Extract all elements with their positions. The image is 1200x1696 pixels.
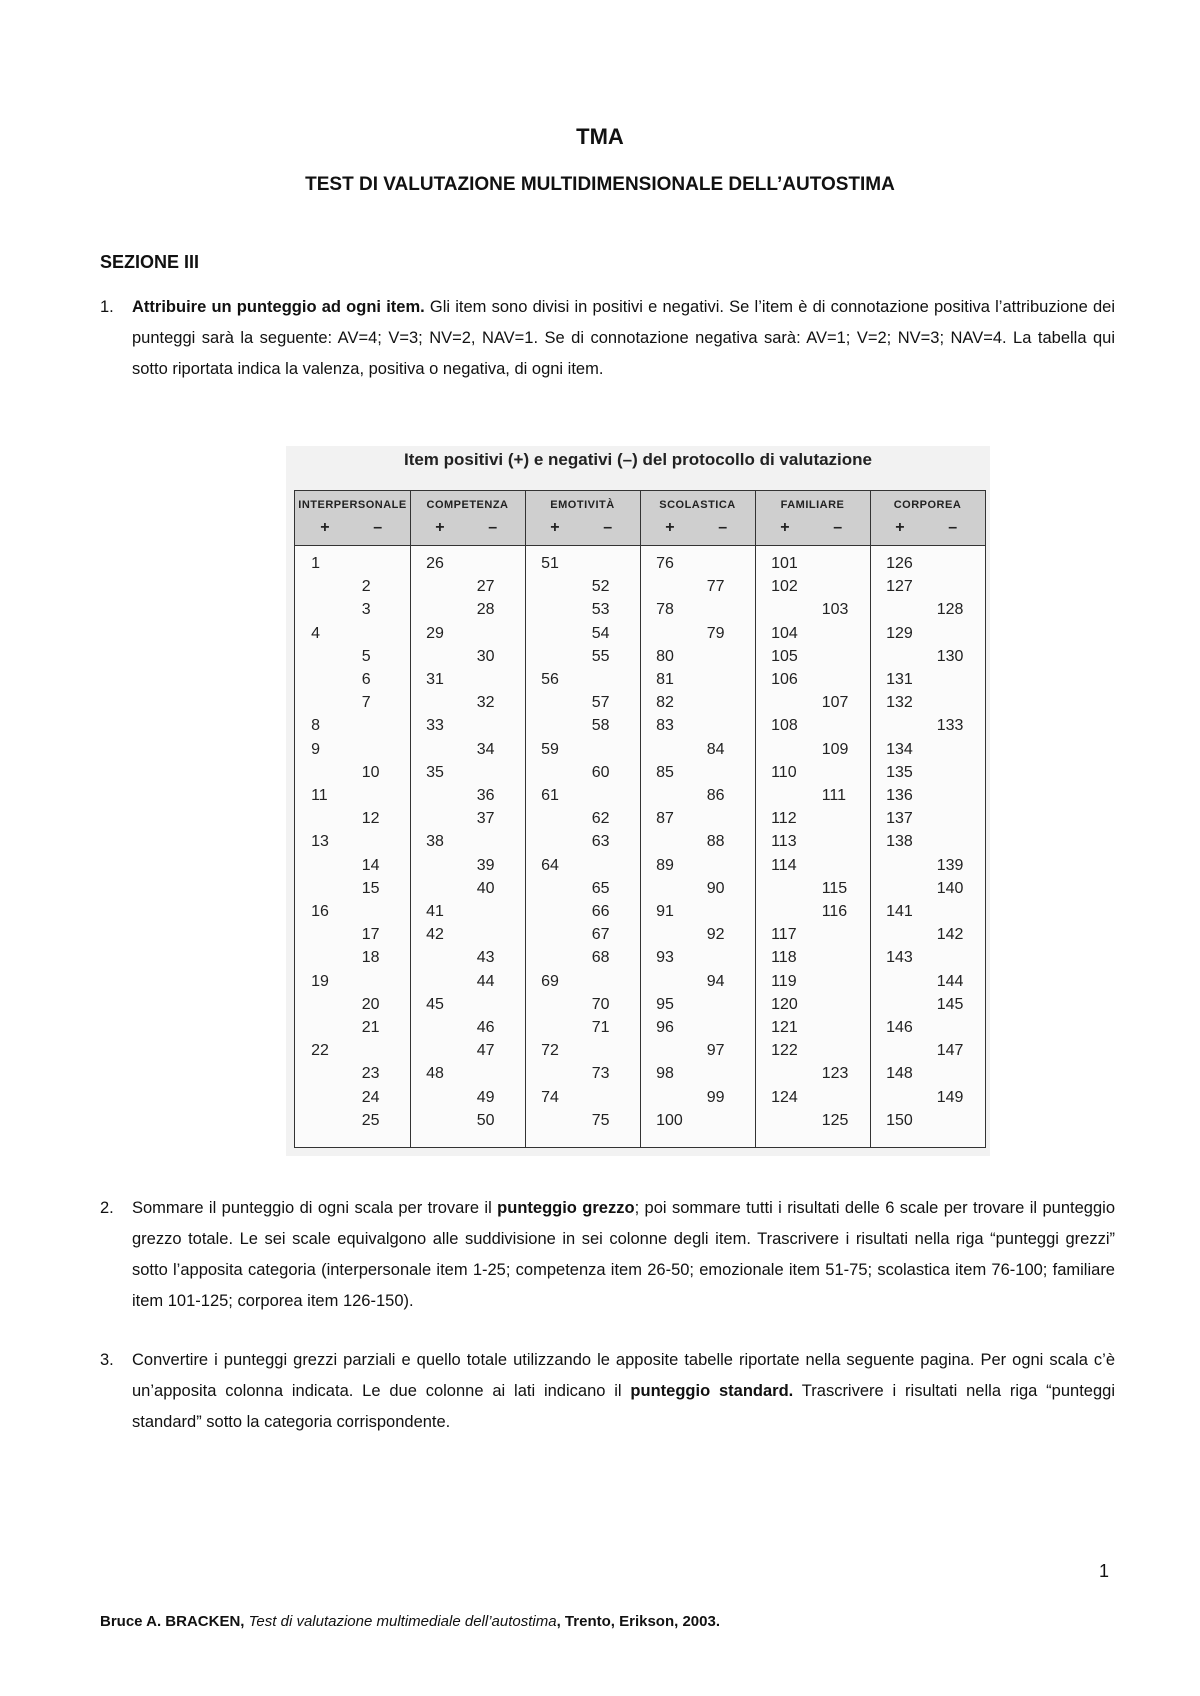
- item-number-cell: 111: [821, 787, 847, 804]
- negative-sign: –: [488, 519, 498, 536]
- item-number-cell: 53: [591, 601, 610, 619]
- item-number-cell: 142: [936, 926, 964, 944]
- item-number-cell: 43: [476, 949, 495, 967]
- item-valence-table: [294, 490, 986, 1148]
- item-number-cell: 110: [771, 763, 797, 781]
- item-number-cell: 106: [771, 671, 798, 688]
- item-number-cell: 9: [311, 740, 320, 758]
- table-column: [640, 491, 756, 1147]
- item-number-cell: 105: [771, 647, 798, 665]
- item-number-cell: 85: [656, 763, 674, 781]
- item-number-cell: 7: [361, 694, 371, 712]
- item-number-cell: 4: [311, 624, 320, 642]
- item-number-cell: 29: [426, 624, 444, 642]
- item-number-cell: 16: [311, 903, 329, 920]
- item-number-cell: 75: [591, 1111, 610, 1129]
- item-number-cell: 54: [591, 624, 610, 642]
- negative-sign: –: [948, 519, 958, 536]
- item-number-cell: 40: [476, 879, 495, 897]
- item-number-cell: 141: [886, 903, 913, 920]
- item-number-cell: 125: [821, 1111, 849, 1129]
- item-number-cell: 146: [886, 1019, 913, 1036]
- item-number-cell: 10: [361, 763, 380, 781]
- item-number-cell: 52: [591, 578, 610, 596]
- column-header: SCOLASTICA: [659, 499, 736, 511]
- item-number-cell: 55: [591, 647, 610, 665]
- item-number-cell: 23: [361, 1065, 380, 1083]
- item-number-cell: 67: [591, 926, 610, 944]
- item-number-cell: 92: [706, 926, 725, 944]
- item-number-cell: 119: [771, 972, 797, 990]
- item-number-cell: 1: [311, 555, 320, 572]
- item-text: ; poi sommare tutti i risultati delle 6 scale per trovare il punteggio grezzo totale. Le sei scale equivalgono alle suddivisione in sei colonne degli item. Trascrivere i risultati nella riga “punteggi grezzi” sotto l’apposita categoria (interpersonale item 1-25; competenza item 26-50; emozionale item 51-75; scolastica item 76-100; familiare item 101-125; corporea item 126-150).: [132, 1199, 1115, 1310]
- item-number-cell: 25: [361, 1111, 380, 1129]
- item-number-cell: 3: [361, 601, 371, 619]
- item-number-cell: 35: [426, 763, 444, 781]
- item-number-cell: 132: [886, 694, 913, 712]
- item-text: Convertire i punteggi grezzi parziali e quello totale utilizzando le apposite tabelle riportate nella seguente pagina. Per ogni scala c’è un’apposita colonna indicata. Le due colonne ai lati indicano il: [132, 1351, 1115, 1400]
- item-number-cell: 33: [426, 717, 444, 735]
- item-number-cell: 58: [591, 717, 610, 735]
- item-number-cell: 97: [706, 1042, 725, 1060]
- item-number-cell: 144: [936, 972, 964, 990]
- item-number-cell: 48: [426, 1065, 444, 1083]
- positive-sign: +: [435, 519, 445, 536]
- table-title: Item positivi (+) e negativi (–) del protocollo di valutazione: [403, 450, 873, 469]
- item-number-cell: 149: [936, 1088, 964, 1106]
- item-number-cell: 39: [476, 856, 495, 874]
- item-number-cell: 81: [656, 671, 674, 688]
- item-number-cell: 74: [541, 1088, 559, 1106]
- item-number-cell: 86: [706, 787, 725, 804]
- item-number-cell: 78: [656, 601, 674, 619]
- item-number-cell: 120: [771, 995, 798, 1013]
- instruction-item-3: [100, 1345, 1115, 1438]
- item-number-cell: 139: [936, 856, 964, 874]
- item-number-cell: 31: [426, 671, 444, 688]
- item-number-cell: 80: [656, 647, 674, 665]
- item-number-cell: 99: [706, 1088, 725, 1106]
- table-column: [870, 491, 985, 1147]
- item-number-cell: 32: [476, 694, 495, 712]
- item-number-cell: 150: [886, 1111, 913, 1129]
- item-number-cell: 87: [656, 810, 674, 828]
- item-number-cell: 143: [886, 949, 913, 967]
- footer-author: Bruce A. BRACKEN,: [100, 1613, 249, 1630]
- item-text: Gli item sono divisi in positivi e negativi. Se l’item è di connotazione positiva l’attribuzione dei punteggi sarà la seguente: AV=4; V=3; NV=2, NAV=1. Se di connotazione negativa sarà: AV=1; V=2; NV=3; NAV=4. La tabella qui sotto riportata indica la valenza, positiva o negativa, di ogni item.: [132, 298, 1115, 378]
- item-number-cell: 133: [936, 717, 964, 735]
- table-column: [525, 491, 641, 1147]
- item-number-cell: 114: [771, 856, 797, 874]
- item-number-cell: 68: [591, 949, 610, 967]
- item-number-cell: 137: [886, 810, 913, 828]
- column-header: INTERPERSONALE: [298, 499, 407, 511]
- item-number-cell: 59: [541, 740, 559, 758]
- item-number-cell: 20: [361, 995, 380, 1013]
- page-number: 1: [1099, 1561, 1110, 1581]
- item-number-cell: 71: [591, 1019, 610, 1036]
- footer-work-title: Test di valutazione multimediale dell’autostima: [248, 1613, 557, 1630]
- item-number-cell: 5: [361, 647, 371, 665]
- item-number-cell: 8: [311, 717, 320, 735]
- item-number-cell: 51: [541, 555, 559, 572]
- item-number-cell: 47: [476, 1042, 495, 1060]
- table-column: [295, 491, 411, 1147]
- item-number-cell: 18: [361, 949, 380, 967]
- column-header: COMPETENZA: [426, 499, 509, 511]
- item-number-cell: 36: [476, 787, 495, 804]
- item-number-cell: 77: [706, 578, 725, 596]
- item-number: 3.: [100, 1351, 114, 1369]
- item-number-cell: 57: [591, 694, 610, 712]
- item-bold-text: Attribuire un punteggio ad ogni item.: [132, 298, 425, 316]
- item-number: 1.: [100, 298, 114, 316]
- item-number-cell: 129: [886, 624, 913, 642]
- instruction-item-1: [100, 292, 1115, 385]
- item-number-cell: 112: [771, 810, 797, 828]
- item-number-cell: 82: [656, 694, 674, 712]
- item-number-cell: 24: [361, 1088, 380, 1106]
- item-number-cell: 148: [886, 1065, 913, 1083]
- item-number-cell: 66: [591, 903, 610, 920]
- page-subtitle: TEST DI VALUTAZIONE MULTIDIMENSIONALE DELL’AUTOSTIMA: [305, 174, 895, 195]
- item-number-cell: 27: [476, 578, 495, 596]
- item-number-cell: 6: [361, 671, 371, 688]
- item-number-cell: 130: [936, 647, 964, 665]
- item-number-cell: 89: [656, 856, 674, 874]
- item-number-cell: 17: [361, 926, 380, 944]
- item-number-cell: 37: [476, 810, 495, 828]
- negative-sign: –: [833, 519, 843, 536]
- item-bold-text: punteggio grezzo: [497, 1199, 635, 1217]
- item-number-cell: 69: [541, 972, 559, 990]
- item-number-cell: 49: [476, 1088, 495, 1106]
- table-column: [755, 491, 871, 1147]
- positive-sign: +: [320, 519, 330, 536]
- item-number-cell: 116: [821, 903, 848, 920]
- item-number-cell: 41: [426, 903, 444, 920]
- item-number-cell: 94: [706, 972, 725, 990]
- page-title: TMA: [576, 124, 624, 149]
- footer-publisher: , Trento, Erikson, 2003.: [556, 1613, 720, 1630]
- item-number: 2.: [100, 1199, 114, 1217]
- item-number-cell: 15: [361, 879, 380, 897]
- item-number-cell: 100: [656, 1111, 683, 1129]
- negative-sign: –: [603, 519, 613, 536]
- item-number-cell: 109: [821, 740, 849, 758]
- item-number-cell: 104: [771, 624, 798, 642]
- item-number-cell: 42: [426, 926, 444, 944]
- negative-sign: –: [718, 519, 728, 536]
- instruction-item-2: [100, 1193, 1115, 1317]
- item-number-cell: 28: [476, 601, 495, 619]
- scanned-table-image: [286, 446, 990, 1156]
- item-number-cell: 101: [771, 555, 798, 572]
- item-number-cell: 131: [886, 671, 913, 688]
- item-number-cell: 124: [771, 1088, 798, 1106]
- item-number-cell: 44: [476, 972, 495, 990]
- item-number-cell: 122: [771, 1042, 798, 1060]
- item-number-cell: 62: [591, 810, 610, 828]
- section-heading: SEZIONE III: [100, 252, 200, 272]
- column-header: CORPOREA: [893, 499, 962, 511]
- item-number-cell: 102: [771, 578, 798, 596]
- item-number-cell: 63: [591, 833, 610, 851]
- item-number-cell: 56: [541, 671, 559, 688]
- item-number-cell: 65: [591, 879, 610, 897]
- item-number-cell: 46: [476, 1019, 495, 1036]
- item-number-cell: 26: [426, 555, 444, 572]
- item-bold-text: punteggio standard.: [630, 1382, 794, 1400]
- item-number-cell: 108: [771, 717, 798, 735]
- item-number-cell: 13: [311, 833, 329, 851]
- positive-sign: +: [895, 519, 905, 536]
- negative-sign: –: [373, 519, 383, 536]
- item-number-cell: 50: [476, 1111, 495, 1129]
- item-number-cell: 34: [476, 740, 495, 758]
- item-number-cell: 93: [656, 949, 674, 967]
- item-number-cell: 117: [771, 926, 797, 944]
- item-number-cell: 136: [886, 787, 913, 804]
- item-number-cell: 127: [886, 578, 913, 596]
- item-number-cell: 91: [656, 903, 674, 920]
- item-number-cell: 113: [771, 833, 797, 851]
- positive-sign: +: [665, 519, 675, 536]
- table-column: [410, 491, 526, 1147]
- item-number-cell: 76: [656, 555, 674, 572]
- item-number-cell: 61: [541, 787, 559, 804]
- item-number-cell: 145: [936, 995, 964, 1013]
- item-number-cell: 79: [706, 624, 725, 642]
- positive-sign: +: [550, 519, 560, 536]
- item-number-cell: 140: [936, 879, 964, 897]
- column-header: FAMILIARE: [780, 499, 845, 511]
- positive-sign: +: [780, 519, 790, 536]
- item-number-cell: 22: [311, 1042, 329, 1060]
- item-number-cell: 96: [656, 1019, 674, 1036]
- item-number-cell: 73: [591, 1065, 610, 1083]
- item-number-cell: 138: [886, 833, 913, 851]
- item-number-cell: 98: [656, 1065, 674, 1083]
- item-number-cell: 60: [591, 763, 610, 781]
- item-number-cell: 115: [821, 879, 848, 897]
- item-number-cell: 126: [886, 555, 913, 572]
- item-number-cell: 70: [591, 995, 610, 1013]
- item-number-cell: 147: [936, 1042, 964, 1060]
- item-number-cell: 12: [361, 810, 380, 828]
- item-number-cell: 83: [656, 717, 674, 735]
- item-number-cell: 45: [426, 995, 444, 1013]
- item-number-cell: 90: [706, 879, 725, 897]
- item-number-cell: 21: [361, 1019, 380, 1036]
- item-number-cell: 134: [886, 740, 913, 758]
- item-number-cell: 128: [936, 601, 964, 619]
- item-number-cell: 135: [886, 763, 913, 781]
- item-number-cell: 64: [541, 856, 559, 874]
- item-number-cell: 88: [706, 833, 725, 851]
- item-number-cell: 14: [361, 856, 380, 874]
- item-number-cell: 107: [821, 694, 849, 712]
- item-text: Trascrivere i risultati nella riga “punteggi standard” sotto la categoria corrispondente.: [132, 1382, 1115, 1431]
- item-number-cell: 72: [541, 1042, 559, 1060]
- item-number-cell: 19: [311, 972, 329, 990]
- item-number-cell: 2: [361, 578, 371, 596]
- footer-citation: [100, 1613, 720, 1630]
- item-number-cell: 95: [656, 995, 674, 1013]
- item-number-cell: 30: [476, 647, 495, 665]
- item-number-cell: 84: [706, 740, 725, 758]
- item-number-cell: 103: [821, 601, 849, 619]
- item-number-cell: 11: [311, 787, 328, 804]
- item-number-cell: 123: [821, 1065, 849, 1083]
- item-number-cell: 121: [771, 1019, 798, 1036]
- column-header: EMOTIVITÀ: [550, 499, 615, 511]
- item-text: Sommare il punteggio di ogni scala per trovare il: [132, 1199, 498, 1217]
- item-number-cell: 118: [771, 949, 797, 967]
- item-number-cell: 38: [426, 833, 444, 851]
